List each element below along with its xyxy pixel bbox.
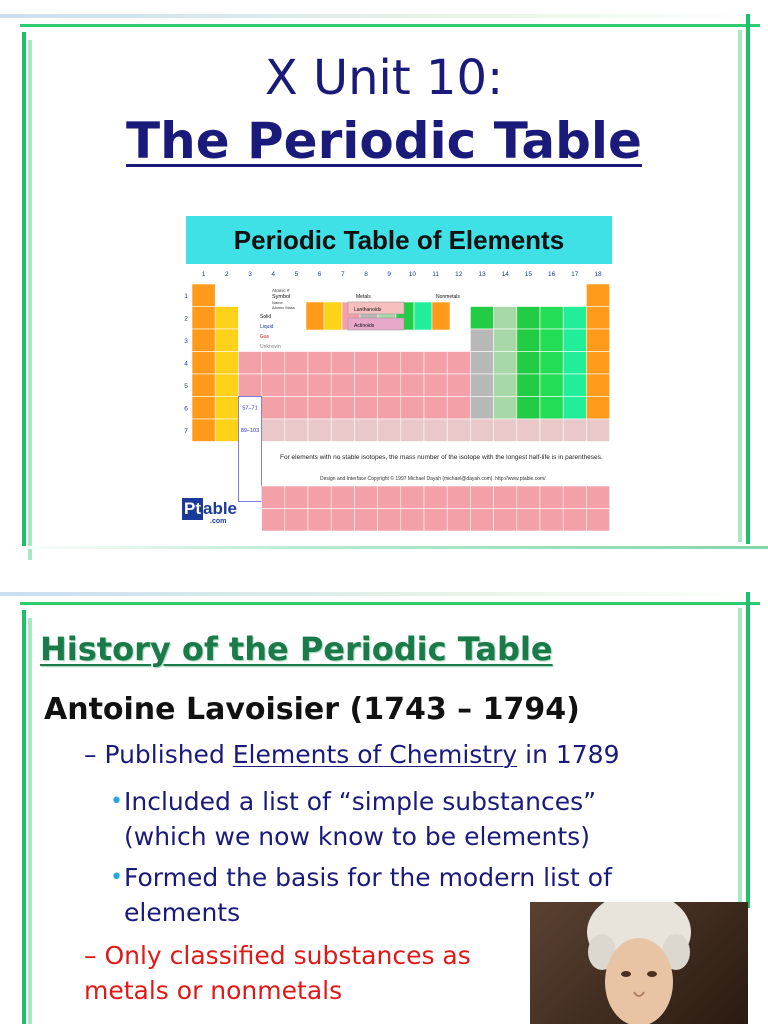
- element-cell: [470, 419, 493, 442]
- element-cell: [540, 329, 563, 352]
- element-cell: [424, 509, 447, 532]
- periodic-table-grid: [180, 210, 616, 536]
- slide-2: [0, 590, 768, 1024]
- element-cell: [192, 307, 215, 330]
- element-cell: [285, 419, 308, 442]
- element-cell: [331, 486, 354, 509]
- bullet-dot-icon: •: [110, 789, 123, 814]
- right-light-bar-2: [738, 608, 742, 908]
- element-cell: [586, 486, 609, 509]
- element-cell: [517, 509, 540, 532]
- element-cell: [447, 374, 470, 397]
- element-cell: [494, 352, 517, 375]
- bullet-dot-icon: •: [110, 865, 123, 890]
- element-cell: [378, 352, 401, 375]
- top-green-line-2: [20, 602, 760, 605]
- group-number-label: 14: [501, 271, 509, 278]
- actinide-range-label: 89–103: [240, 428, 260, 434]
- period-number-label: 1: [184, 293, 188, 300]
- element-cell: [494, 329, 517, 352]
- legend-unknown: Unknown: [260, 344, 281, 350]
- element-cell: [262, 352, 285, 375]
- element-cell: [378, 374, 401, 397]
- element-cell: [517, 486, 540, 509]
- element-cell: [238, 374, 261, 397]
- group-number-label: 10: [408, 271, 417, 278]
- classification-note: [84, 938, 471, 1008]
- published-line: [84, 740, 619, 769]
- legend-nonmetals: Nonmetals: [436, 294, 460, 300]
- slide-gap: [0, 566, 768, 590]
- element-cell: [401, 509, 424, 532]
- element-cell: [494, 486, 517, 509]
- element-cell: [586, 419, 609, 442]
- bullet-simple-substances: [110, 784, 597, 854]
- element-cell: [354, 486, 377, 509]
- period-number-label: 2: [184, 315, 188, 323]
- element-cell: [378, 419, 401, 442]
- element-cell: [424, 419, 447, 442]
- element-cell: [308, 397, 331, 420]
- slide-title-line2: [0, 112, 768, 170]
- element-cell: [517, 329, 540, 352]
- top-decor-line: [0, 14, 768, 18]
- group-number-label: 7: [340, 271, 345, 278]
- element-cell: [540, 374, 563, 397]
- slide-title-text: The Periodic Table: [126, 112, 642, 170]
- element-cell: [354, 419, 377, 442]
- element-cell: [540, 397, 563, 420]
- category-swatch: [324, 302, 342, 330]
- series-bracket: [238, 397, 261, 502]
- element-cell: [192, 352, 215, 375]
- element-cell: [308, 374, 331, 397]
- element-cell: [517, 307, 540, 330]
- group-number-label: 3: [248, 271, 252, 278]
- element-cell: [401, 352, 424, 375]
- bullet-line: Included a list of “simple substances”: [124, 787, 597, 816]
- period-number-label: 7: [184, 428, 188, 435]
- group-number-label: 18: [594, 271, 602, 278]
- element-cell: [238, 352, 261, 375]
- element-cell: [262, 509, 285, 532]
- element-cell: [424, 397, 447, 420]
- element-cell: [424, 374, 447, 397]
- section-heading: History of the Periodic Table: [40, 630, 553, 668]
- element-cell: [192, 374, 215, 397]
- element-cell: [563, 486, 586, 509]
- element-cell: [215, 329, 238, 352]
- published-suffix: in 1789: [517, 740, 620, 769]
- lavoisier-portrait: [530, 902, 748, 1024]
- element-cell: [563, 374, 586, 397]
- element-cell: [215, 419, 238, 442]
- period-number-label: 4: [184, 360, 188, 368]
- element-cell: [378, 486, 401, 509]
- group-number-label: 12: [455, 271, 463, 278]
- element-cell: [447, 352, 470, 375]
- element-cell: [563, 397, 586, 420]
- element-cell: [470, 307, 493, 330]
- legend-actinoids: Actinoids: [354, 323, 375, 329]
- legend-liquid: Liquid: [260, 324, 274, 330]
- element-cell: [331, 374, 354, 397]
- slide-title-line1: X Unit 10:: [264, 50, 504, 106]
- top-decor-line-2: [0, 592, 768, 596]
- ptable-logo-com: .com: [210, 518, 227, 525]
- element-cell: [586, 352, 609, 375]
- element-cell: [331, 352, 354, 375]
- element-cell: [563, 307, 586, 330]
- element-cell: [586, 397, 609, 420]
- group-number-label: 11: [432, 271, 439, 278]
- legend-lanthanoids: Lanthanoids: [354, 307, 382, 313]
- periodic-table-heading: Periodic Table of Elements: [186, 216, 612, 264]
- ptable-logo-pt: Pt: [184, 499, 201, 518]
- element-cell: [285, 397, 308, 420]
- element-cell: [215, 352, 238, 375]
- legend-metals: Metals: [356, 294, 371, 300]
- element-cell: [540, 352, 563, 375]
- element-cell: [540, 419, 563, 442]
- element-cell: [424, 352, 447, 375]
- element-cell: [378, 397, 401, 420]
- element-cell: [354, 374, 377, 397]
- bullet-line: elements: [124, 898, 241, 927]
- element-cell: [447, 509, 470, 532]
- element-cell: [285, 352, 308, 375]
- group-number-label: 4: [271, 271, 276, 278]
- legend-symbol: Symbol: [272, 294, 291, 300]
- right-green-bar-2: [746, 592, 750, 908]
- element-cell: [470, 509, 493, 532]
- element-cell: [262, 397, 285, 420]
- isotope-note: For elements with no stable isotopes, the mass number of the isotope with the longest half-life is in parentheses.: [280, 454, 603, 461]
- element-cell: [517, 397, 540, 420]
- legend-atomic-number: Atomic #: [272, 288, 290, 293]
- element-cell: [401, 419, 424, 442]
- element-cell: [192, 329, 215, 352]
- element-cell: [563, 352, 586, 375]
- element-cell: [470, 397, 493, 420]
- element-cell: [563, 329, 586, 352]
- period-number-label: 5: [184, 383, 188, 390]
- element-cell: [192, 397, 215, 420]
- element-cell: [470, 486, 493, 509]
- red-line: – Only classified substances as: [84, 941, 471, 970]
- ptable-logo-able: able: [203, 499, 238, 518]
- left-green-bar: [22, 32, 26, 548]
- left-light-bar-2: [28, 618, 32, 1024]
- element-cell: [447, 397, 470, 420]
- bottom-decor-line: [0, 546, 768, 549]
- element-cell: [308, 486, 331, 509]
- group-number-label: 9: [387, 271, 392, 278]
- element-cell: [401, 397, 424, 420]
- element-cell: [331, 509, 354, 532]
- group-number-label: 13: [478, 271, 486, 278]
- published-prefix: – Published: [84, 740, 233, 769]
- legend-solid: Solid: [260, 314, 272, 320]
- element-cell: [470, 329, 493, 352]
- legend-atomic-mass: Atomic Mass: [272, 305, 295, 310]
- element-cell: [262, 486, 285, 509]
- bullet-line: (which we now know to be elements): [124, 822, 590, 851]
- element-cell: [586, 374, 609, 397]
- element-cell: [494, 509, 517, 532]
- element-cell: [494, 419, 517, 442]
- element-cell: [331, 419, 354, 442]
- element-cell: [262, 374, 285, 397]
- element-cell: [354, 352, 377, 375]
- element-cell: [494, 307, 517, 330]
- element-cell: [308, 352, 331, 375]
- group-number-label: 6: [317, 271, 322, 278]
- group-number-label: 5: [294, 271, 299, 278]
- group-number-label: 1: [201, 271, 206, 278]
- element-cell: [494, 397, 517, 420]
- copyright-note: Design and Interface Copyright © 1997 Michael Dayah (michael@dayah.com). http://www.ptable.com/: [320, 476, 546, 482]
- element-cell: [586, 307, 609, 330]
- element-cell: [586, 329, 609, 352]
- element-cell: [354, 509, 377, 532]
- legend-name: Name: [272, 300, 283, 305]
- top-green-line: [20, 24, 760, 27]
- element-cell: [540, 509, 563, 532]
- right-light-bar: [738, 30, 742, 542]
- element-cell: [470, 374, 493, 397]
- element-cell: [540, 486, 563, 509]
- element-cell: [563, 419, 586, 442]
- element-cell: [285, 509, 308, 532]
- ptable-logo: [182, 498, 238, 525]
- element-cell: [285, 486, 308, 509]
- category-swatch: [306, 302, 324, 330]
- element-cell: [517, 374, 540, 397]
- group-number-label: 17: [571, 271, 579, 278]
- element-cell: [215, 374, 238, 397]
- element-cell: [494, 374, 517, 397]
- person-heading: Antoine Lavoisier (1743 – 1794): [44, 692, 580, 727]
- element-cell: [447, 419, 470, 442]
- red-line: metals or nonmetals: [84, 976, 343, 1005]
- element-cell: [308, 509, 331, 532]
- element-cell: [215, 397, 238, 420]
- element-cell: [331, 397, 354, 420]
- element-cell: [586, 509, 609, 532]
- element-cell: [517, 352, 540, 375]
- group-number-label: 15: [524, 271, 533, 278]
- element-cell: [262, 419, 285, 442]
- group-number-label: 16: [547, 271, 556, 278]
- element-cell: [378, 509, 401, 532]
- group-number-label: 8: [364, 271, 368, 278]
- element-cell: [192, 419, 215, 442]
- period-number-label: 3: [184, 338, 188, 345]
- period-number-label: 6: [184, 405, 188, 413]
- periodic-table-image: [180, 210, 616, 536]
- element-cell: [215, 307, 238, 330]
- legend-gas: Gas: [260, 334, 270, 340]
- element-cell: [401, 374, 424, 397]
- bullet-line: Formed the basis for the modern list of: [124, 863, 612, 892]
- book-title: Elements of Chemistry: [232, 740, 518, 769]
- element-cell: [354, 397, 377, 420]
- element-cell: [563, 509, 586, 532]
- element-cell: [192, 284, 215, 307]
- element-cell: [401, 486, 424, 509]
- lanthanide-range-label: 57–71: [242, 405, 258, 412]
- element-cell: [540, 307, 563, 330]
- group-number-label: 2: [224, 271, 229, 278]
- category-swatch: [414, 302, 432, 330]
- element-cell: [586, 284, 609, 307]
- element-cell: [285, 374, 308, 397]
- left-green-bar-2: [22, 610, 26, 1024]
- element-cell: [470, 352, 493, 375]
- element-cell: [447, 486, 470, 509]
- element-cell: [517, 419, 540, 442]
- element-cell: [308, 419, 331, 442]
- category-swatch: [432, 302, 450, 330]
- element-cell: [424, 486, 447, 509]
